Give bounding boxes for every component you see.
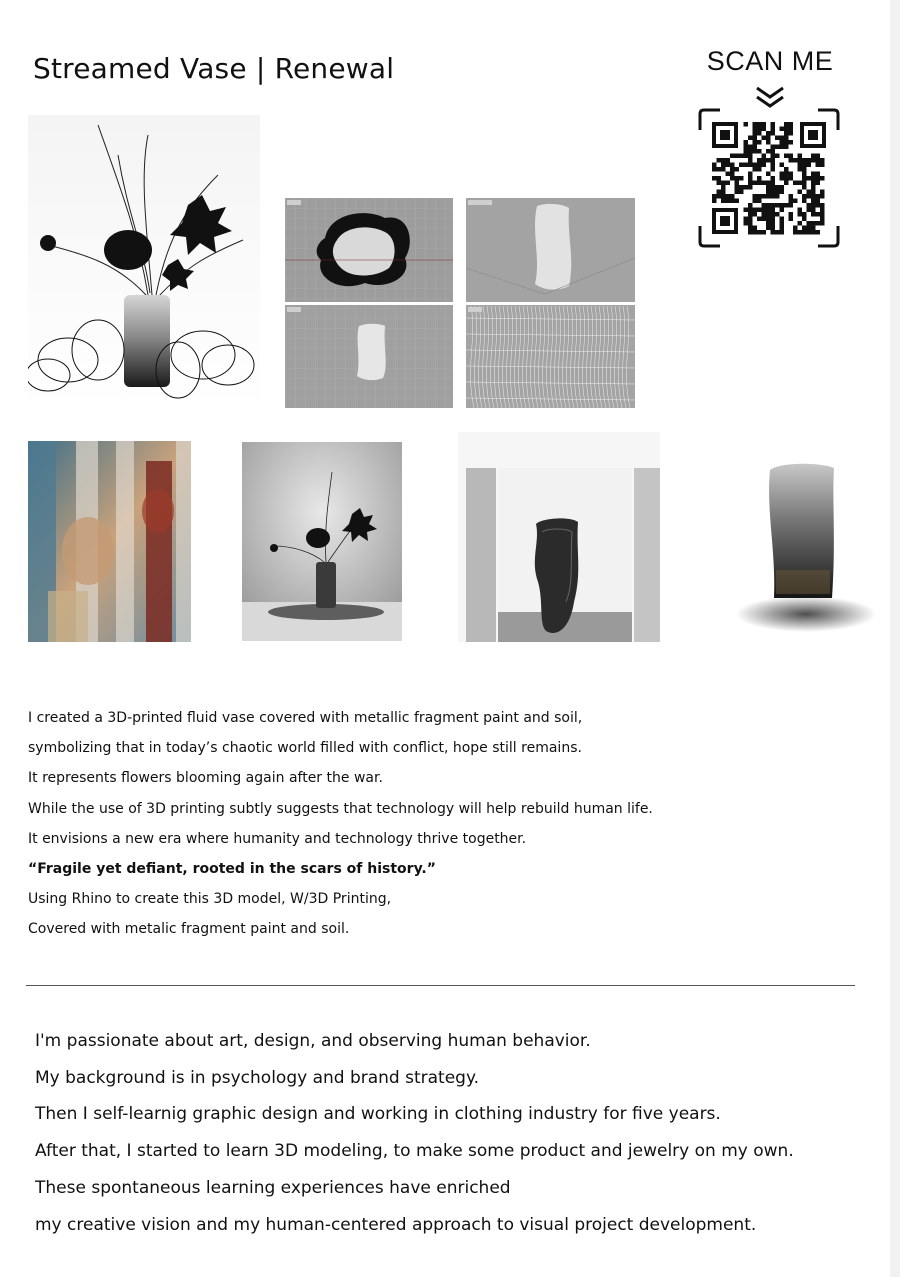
project-description (28, 703, 868, 945)
rhino-viewports (285, 198, 635, 408)
bio-line: my creative vision and my human-centered approach to visual project development. (35, 1214, 757, 1235)
vase-flowers-photo (28, 115, 260, 408)
description-line: It represents flowers blooming again after the war. (28, 770, 383, 787)
bio-line: These spontaneous learning experiences have enriched (35, 1177, 511, 1198)
vase-closeup-photo (736, 460, 890, 640)
description-line: Covered with metalic fragment paint and soil. (28, 921, 350, 938)
page-edge (890, 0, 900, 1277)
scan-me-label: SCAN ME (706, 46, 834, 76)
qr-code[interactable] (698, 108, 840, 248)
section-divider (26, 985, 855, 986)
bio-line: Then I self-learnig graphic design and working in clothing industry for five years. (35, 1104, 721, 1125)
vase-still-life-photo (242, 442, 402, 641)
page-title: Streamed Vase | Renewal (33, 52, 395, 85)
bio-line: My background is in psychology and brand strategy. (35, 1067, 480, 1088)
bio-section (35, 1023, 875, 1243)
description-line: While the use of 3D printing subtly suggests that technology will help rebuild human life. (28, 800, 653, 817)
double-chevron-down-icon (754, 86, 786, 110)
collage-photo (28, 441, 191, 642)
description-line: symbolizing that in today’s chaotic world filled with conflict, hope still remains. (28, 740, 582, 757)
description-line: Using Rhino to create this 3D model, W/3D Printing, (28, 891, 392, 908)
bio-line: After that, I started to learn 3D modeling, to make some product and jewelry on my own. (35, 1141, 794, 1162)
vase-studio-photo (458, 432, 660, 642)
description-line: It envisions a new era where humanity and technology thrive together. (28, 830, 527, 847)
description-line: I created a 3D-printed fluid vase covered with metallic fragment paint and soil, (28, 710, 583, 726)
description-quote: “Fragile yet defiant, rooted in the scars of history.” (28, 861, 436, 878)
bio-line: I'm passionate about art, design, and observing human behavior. (35, 1031, 591, 1051)
